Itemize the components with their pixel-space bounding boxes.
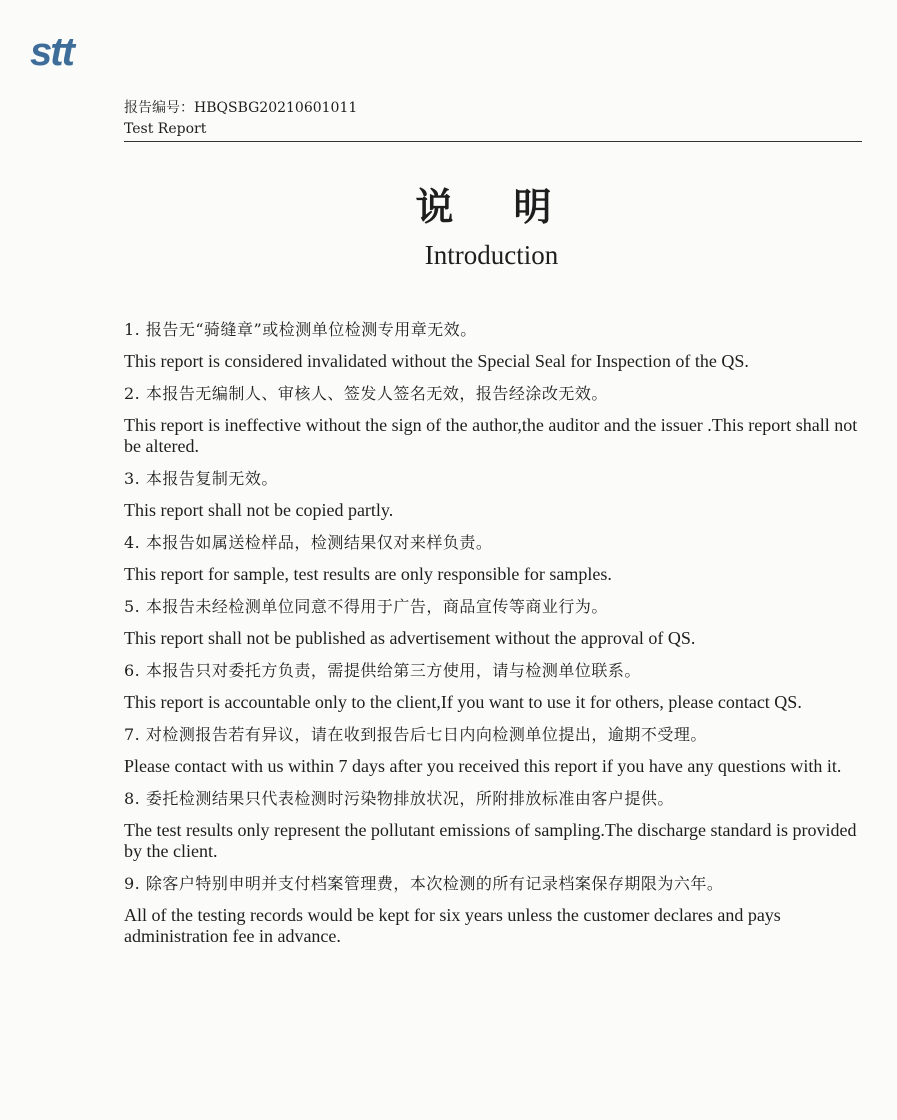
note-english: This report shall not be copied partly. — [124, 500, 394, 520]
note-chinese: 6. 本报告只对委托方负责，需提供给第三方使用，请与检测单位联系。 — [124, 661, 641, 680]
note-chinese: 9. 除客户特别申明并支付档案管理费，本次检测的所有记录档案保存期限为六年。 — [124, 874, 724, 893]
page-title-english: Introduction — [424, 240, 559, 270]
note-item — [124, 595, 864, 649]
report-header — [124, 98, 862, 142]
note-english: This report is considered invalidated without the Special Seal for Inspection of the QS. — [124, 351, 749, 371]
note-english: This report shall not be published as advertisement without the approval of QS. — [124, 628, 696, 648]
notes-list — [124, 318, 864, 957]
note-item — [124, 872, 864, 947]
company-logo: stt — [30, 30, 73, 74]
note-chinese: 5. 本报告未经检测单位同意不得用于广告，商品宣传等商业行为。 — [124, 597, 608, 616]
note-chinese: 2. 本报告无编制人、审核人、签发人签名无效，报告经涂改无效。 — [124, 384, 608, 403]
note-item — [124, 723, 864, 777]
note-chinese: 8. 委托检测结果只代表检测时污染物排放状况，所附排放标准由客户提供。 — [124, 789, 674, 808]
note-item — [124, 787, 864, 862]
report-number: 报告编号：HBQSBG20210601011 — [124, 100, 358, 116]
page-title-chinese: 说明 — [415, 184, 612, 229]
note-english: This report for sample, test results are only responsible for samples. — [124, 564, 612, 584]
note-chinese: 7. 对检测报告若有异议，请在收到报告后七日内向检测单位提出，逾期不受理。 — [124, 725, 707, 744]
note-item — [124, 382, 864, 457]
note-item — [124, 467, 864, 521]
note-english: The test results only represent the pollutant emissions of sampling.The discharge standard is provided by the client. — [124, 820, 857, 861]
note-english: This report is accountable only to the client,If you want to use it for others, please contact QS. — [124, 692, 802, 712]
note-english: All of the testing records would be kept for six years unless the customer declares and pays administration fee in advance. — [124, 905, 781, 946]
note-chinese: 3. 本报告复制无效。 — [124, 469, 278, 488]
note-item — [124, 531, 864, 585]
note-english: This report is ineffective without the sign of the author,the auditor and the issuer .This report shall not be altered. — [124, 415, 858, 456]
note-chinese: 4. 本报告如属送检样品，检测结果仅对来样负责。 — [124, 533, 493, 552]
report-type: Test Report — [124, 121, 207, 137]
note-english: Please contact with us within 7 days after you received this report if you have any questions with it. — [124, 756, 842, 776]
note-chinese: 1. 报告无“骑缝章”或检测单位检测专用章无效。 — [124, 320, 477, 339]
note-item — [124, 659, 864, 713]
note-item — [124, 318, 864, 372]
